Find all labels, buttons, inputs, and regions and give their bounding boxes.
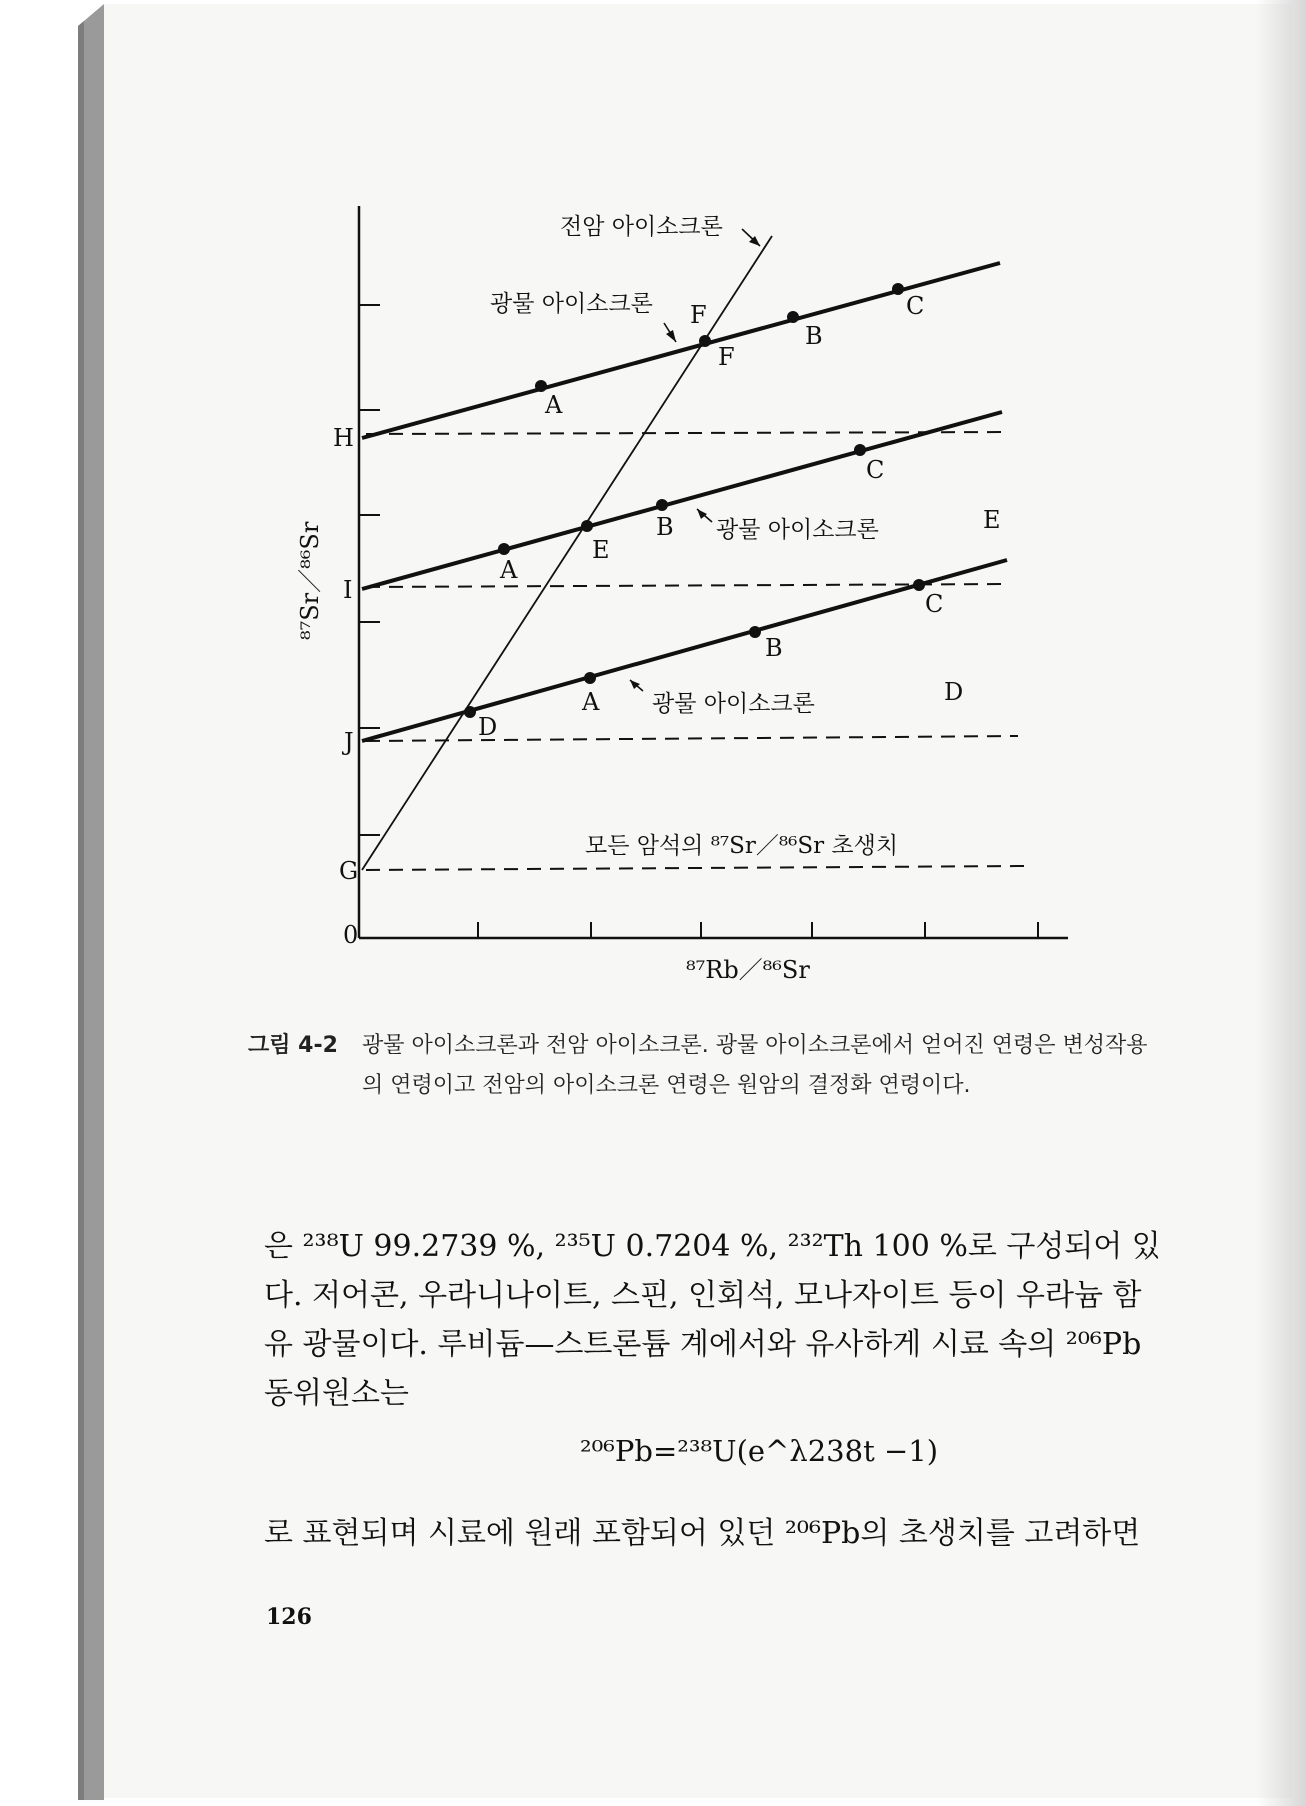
whole-rock-isochron xyxy=(362,236,772,870)
body-paragraph-2: 로 표현되며 시료에 원래 포함되어 있던 ²⁰⁶Pb의 초생치를 고려하면 xyxy=(264,1516,1141,1551)
point-label: C xyxy=(906,292,925,320)
point-label: D xyxy=(944,678,964,706)
point-label: F xyxy=(718,343,735,371)
point-label: C xyxy=(925,590,944,618)
equation: ²⁰⁶Pb=²³⁸U(e^λ238t −1) xyxy=(580,1434,939,1468)
point-label: A xyxy=(500,556,518,584)
mineral-isochron-middle xyxy=(362,412,1002,589)
point-label: A xyxy=(545,391,563,419)
point-label: B xyxy=(765,634,783,662)
y-axis-ticks xyxy=(359,305,380,835)
y-intercept-label: H xyxy=(333,424,354,452)
point-label: B xyxy=(805,322,823,350)
mineral-isochron-label-middle: 광물 아이소크론 xyxy=(716,517,879,543)
y-intercept-label: I xyxy=(343,576,353,604)
body-paragraph-1: 은 ²³⁸U 99.2739 %, ²³⁵U 0.7204 %, ²³²Th 100 %로 구성되어 있다. 저어콘, 우라니나이트, 스핀, 인회석, 모나자이트 등이 우라늄 함유 광물이다. 루비듐—스트론튬 계에서와 유사하게 시료 속의 ²⁰⁶Pb 동위원소는 xyxy=(264,1229,1161,1411)
caption-label: 그림 4-2 xyxy=(248,1033,338,1058)
point-label: A xyxy=(582,688,600,716)
initial-ratio-label: 모든 암석의 ⁸⁷Sr／⁸⁶Sr 초생치 xyxy=(585,833,899,859)
point-label: B xyxy=(656,513,674,541)
point-label: E xyxy=(983,506,1001,534)
point-label: F xyxy=(690,301,707,329)
mineral-isochron-label-top: 광물 아이소크론 xyxy=(490,291,653,317)
point-label: E xyxy=(592,536,610,564)
y-intercept-label: G xyxy=(339,857,359,885)
y-axis-label: ⁸⁷Sr／⁸⁶Sr xyxy=(296,521,324,640)
whole-rock-isochron-label: 전암 아이소크론 xyxy=(560,214,723,240)
page-number: 126 xyxy=(266,1604,312,1630)
y-intercept-label: J xyxy=(344,728,354,756)
caption-text: 광물 아이소크론과 전암 아이소크론. 광물 아이소크론에서 얻어진 연령은 변성작용의 연령이고 전암의 아이소크론 연령은 원암의 결정화 연령이다. xyxy=(362,1033,1148,1098)
point-label: D xyxy=(478,713,498,741)
point-label: C xyxy=(866,456,885,484)
mineral-isochron-top xyxy=(362,263,1000,438)
x-axis-label: ⁸⁷Rb／⁸⁶Sr xyxy=(686,956,810,984)
mineral-isochron-label-bottom: 광물 아이소크론 xyxy=(652,691,815,717)
x-axis-ticks xyxy=(478,922,1038,938)
y-intercept-label: 0 xyxy=(343,921,359,949)
